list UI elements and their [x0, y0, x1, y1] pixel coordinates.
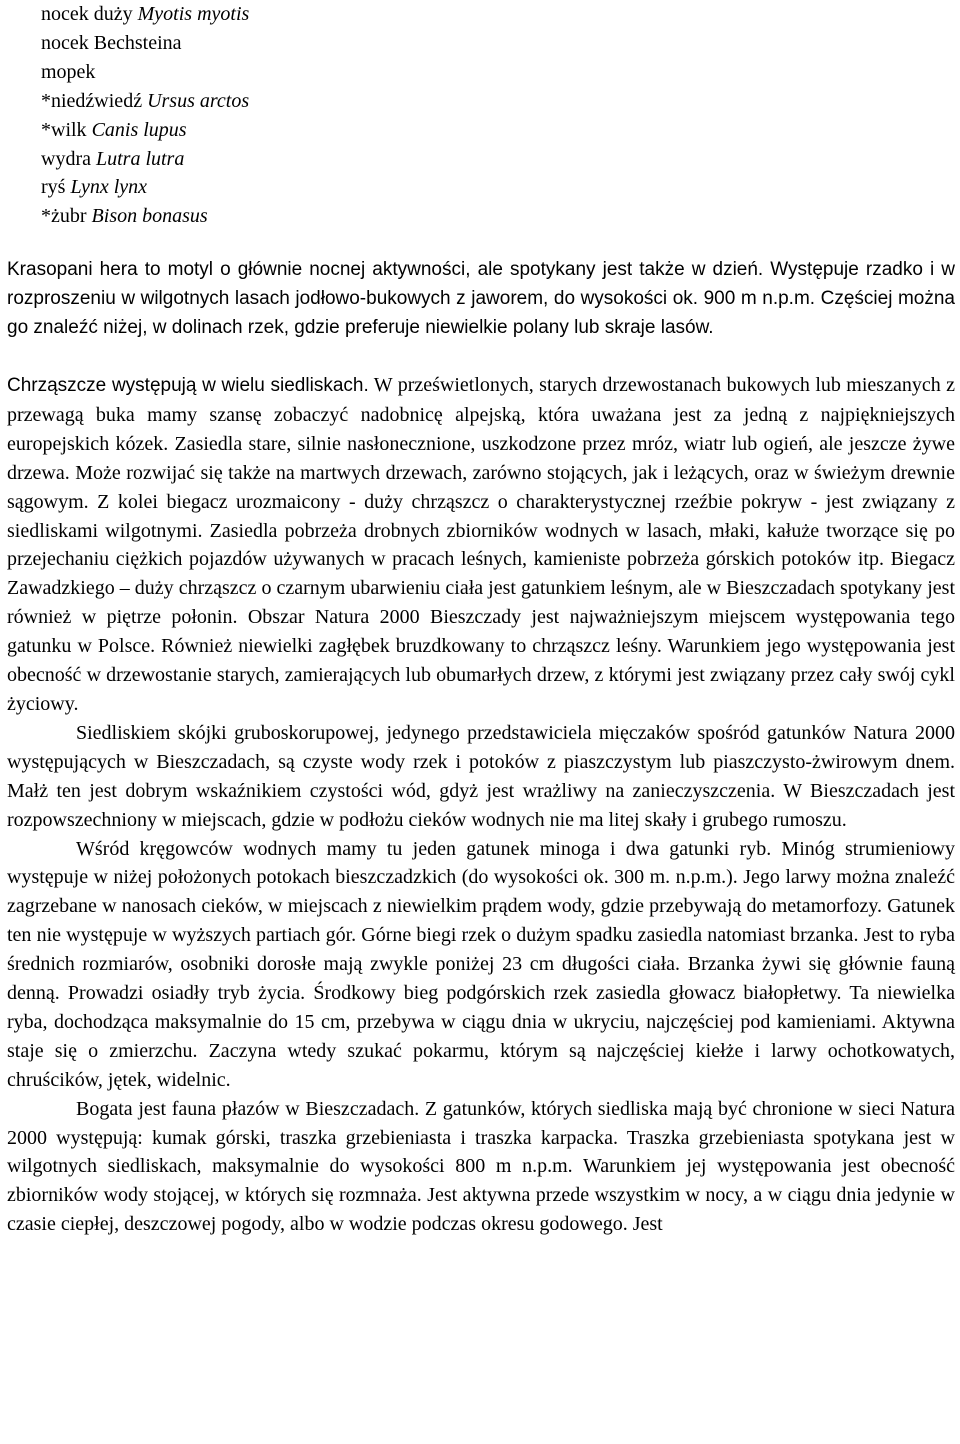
list-item: *żubr Bison bonasus	[41, 205, 208, 228]
beetles-lead: Chrząszcze występują w wielu siedliskach.	[7, 375, 369, 396]
fish-paragraph: Wśród kręgowców wodnych mamy tu jeden gatunek minoga i dwa gatunki ryb. Minóg strumieniowy występuje w niżej położonych potokach bieszczadzkich (do wysokości ok. 300 m. n.p.m.). Jego larwy można znaleźć zagrzebane w nanosach cieków, w miejscach z niewielkim prądem wody, gdzie przebywają do metamorfozy. Gatunek ten nie występuje w wyższych partiach gór. Górne biegi rzek o dużym spadku zasiedla natomiast brzanka. Jest to ryba średnich rozmiarów, osobniki dorosłe mają zwykle poniżej 23 cm długości ciała. Brzanka żywi się głównie fauną denną. Prowadzi osiadły tryb życia. Środkowy bieg podgórskich rzek zasiedla głowacz białopłetwy. Ta niewielka ryba, dochodząca maksymalnie do 15 cm, przebywa w ciągu dnia w ukryciu, najczęściej pod kamieniami. Aktywna staje się o zmierzchu. Zaczyna wtedy szukać pokarmu, którym są najczęściej kiełże i larwy ochotkowatych, chruścików, jętek, widelnic.	[7, 837, 955, 1091]
list-item: nocek duży Myotis myotis	[41, 3, 250, 25]
list-item: nocek Bechsteina	[41, 31, 182, 54]
amphibians-paragraph: Bogata jest fauna płazów w Bieszczadach. Z gatunków, których siedliska mają być chronione w sieci Natura 2000 występują: kumak górski, traszka grzebieniasta i traszka karpacka. Traszka grzebieniasta spotykana jest w wilgotnych siedliskach, maksymalnie do wysokości 800 m n.p.m. Warunkiem jej występowania jest obecność zbiorników wody stojącej, w których się rozmnaża. Jest aktywna przede wszystkim w nocy, a w ciągu dnia jedynie w czasie ciepłej, deszczowej pogody, albo w wodzie podczas okresu godowego. Jest	[7, 1097, 955, 1236]
beetles-text: W prześwietlonych, starych drzewostanach bukowych lub mieszanych z przewagą buka mamy szansę zobaczyć nadobnicę alpejską, która uważana jest za jedną z najpiękniejszych europejskich kózek. Zasiedla stare, silnie nasłonecznione, uszkodzone przez mróz, wiatr lub ogień, ale jeszcze żywe drzewa. Może rozwijać się także na martwych drzewach, zarówno stojących, jak i leżących, oraz w świeżym drewnie sągowym. Z kolei biegacz urozmaicony - duży chrząszcz o charakterystycznej rzeźbie pokryw - jest związany z siedliskami wilgotnymi. Zasiedla pobrzeża drobnych zbiorników wodnych w lasach, młaki, kałuże tworzące się po przejechaniu ciężkich pojazdów używanych w pracach leśnych, kamieniste pobrzeża górskich potoków itp. Biegacz Zawadzkiego – duży chrząszcz o czarnym ubarwieniu ciała jest gatunkiem leśnym, ale w Bieszczadach spotykany jest również w piętrze połonin. Obszar Natura 2000 Bieszczady jest najważniejszym miejscem występowania tego gatunku w Polsce. Również niewielki zagłębek bruzdkowany to chrząszcz leśny. Warunkiem jego występowania jest obecność w drzewostanie starych, zamierających lub obumarłych drzew, z którymi jest związany przez cały swój cykl życiowy.	[7, 374, 955, 715]
body-text	[7, 371, 955, 1239]
list-item: *niedźwiedź Ursus arctos	[41, 89, 250, 112]
list-item: wydra Lutra lutra	[41, 147, 185, 170]
species-list	[41, 0, 249, 231]
mussel-paragraph: Siedliskiem skójki gruboskorupowej, jedynego przedstawiciela mięczaków spośród gatunków Natura 2000 występujących w Bieszczadach, są czyste wody rzek i potoków z piaszczystym lub piaszczysto-żwirowym dnem. Małż ten jest dobrym wskaźnikiem czystości wód, gdyż jest wrażliwy na zanieczyszczenia. W Bieszczadach jest rozpowszechniony w miejscach, gdzie w podłożu cieków wodnych nie ma litej skały i grubego rumoszu.	[7, 721, 955, 831]
list-item: ryś Lynx lynx	[41, 176, 148, 199]
list-item: *wilk Canis lupus	[41, 118, 187, 141]
krasopani-paragraph: Krasopani hera to motyl o głównie nocnej aktywności, ale spotykany jest także w dzień. Występuje rzadko i w rozproszeniu w wilgotnych lasach jodłowo-bukowych z jaworem, do wysokości ok. 900 m n.p.m. Częściej można go znaleźć niżej, w dolinach rzek, gdzie preferuje niewielkie polany lub skraje lasów.	[7, 259, 955, 338]
list-item: mopek	[41, 60, 96, 83]
beetles-paragraph	[7, 371, 955, 719]
